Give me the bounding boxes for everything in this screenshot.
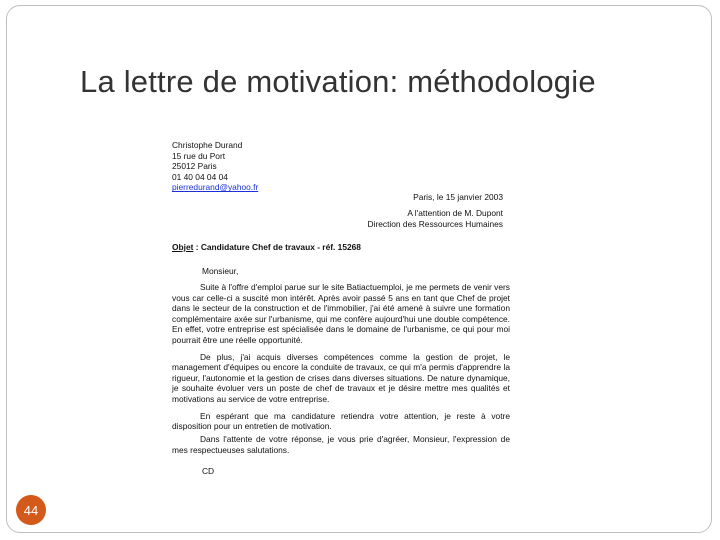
recipient-line2: Direction des Ressources Humaines (367, 218, 503, 229)
recipient-block (368, 208, 503, 229)
letter-greeting: Monsieur, (202, 266, 239, 276)
letter-object (172, 242, 361, 253)
letter-signature: CD (202, 466, 215, 476)
letter-image (160, 134, 513, 479)
sender-street: 15 rue du Port (172, 150, 226, 161)
body-paragraph-1: Suite à l'offre d'emploi parue sur le site Batiactuemploi, je me permets de venir vers vous car celle-ci a suscité mon intérêt. Après avoir passé 5 ans en tant que Chef de projet dans le secteur de la construction et de l'immobilier, j'ai été amené à suivre une formation complémentaire axée sur l'urbanisme, qui me confère aujourd'hui une double compétence. En effet, votre entreprise est spécialisée dans le domaine de l'urbanisme, ce qui pour moi pourrait être une réelle opportunité. (172, 282, 510, 345)
body-paragraph-2: De plus, j'ai acquis diverses compétences comme la gestion de projet, le management d'équipes ou encore la conduite de travaux, ce qui m'a permis d'apprendre la rigueur, l'autonomie et la gestion de crises dans diverses situations. De nature dynamique, je souhaite évoluer vers un poste de chef de travaux et je désire mettre mes qualités et motivations au service de votre entreprise. (172, 351, 510, 404)
sender-phone: 01 40 04 04 04 (172, 171, 228, 182)
slide-title: La lettre de motivation: méthodologie (80, 64, 596, 99)
object-label: Objet (172, 242, 194, 252)
sender-city: 25012 Paris (172, 161, 217, 172)
page-number-badge: 44 (16, 495, 46, 525)
body-paragraph-3: En espérant que ma candidature retiendra votre attention, je reste à votre disposition pour un entretien de motivation. (172, 410, 510, 432)
sender-name: Christophe Durand (172, 140, 243, 150)
letter-body (172, 282, 510, 438)
letter-closing: Dans l'attente de votre réponse, je vous prie d'agréer, Monsieur, l'expression de mes respectueuses salutations. (172, 434, 510, 455)
object-text: : Candidature Chef de travaux - réf. 15268 (193, 242, 361, 252)
letter-date: Paris, le 15 janvier 2003 (413, 192, 503, 202)
recipient-line1: A l'attention de M. Dupont (407, 208, 503, 218)
sender-block (172, 140, 258, 193)
sender-email: pierredurand@yahoo.fr (172, 182, 259, 193)
